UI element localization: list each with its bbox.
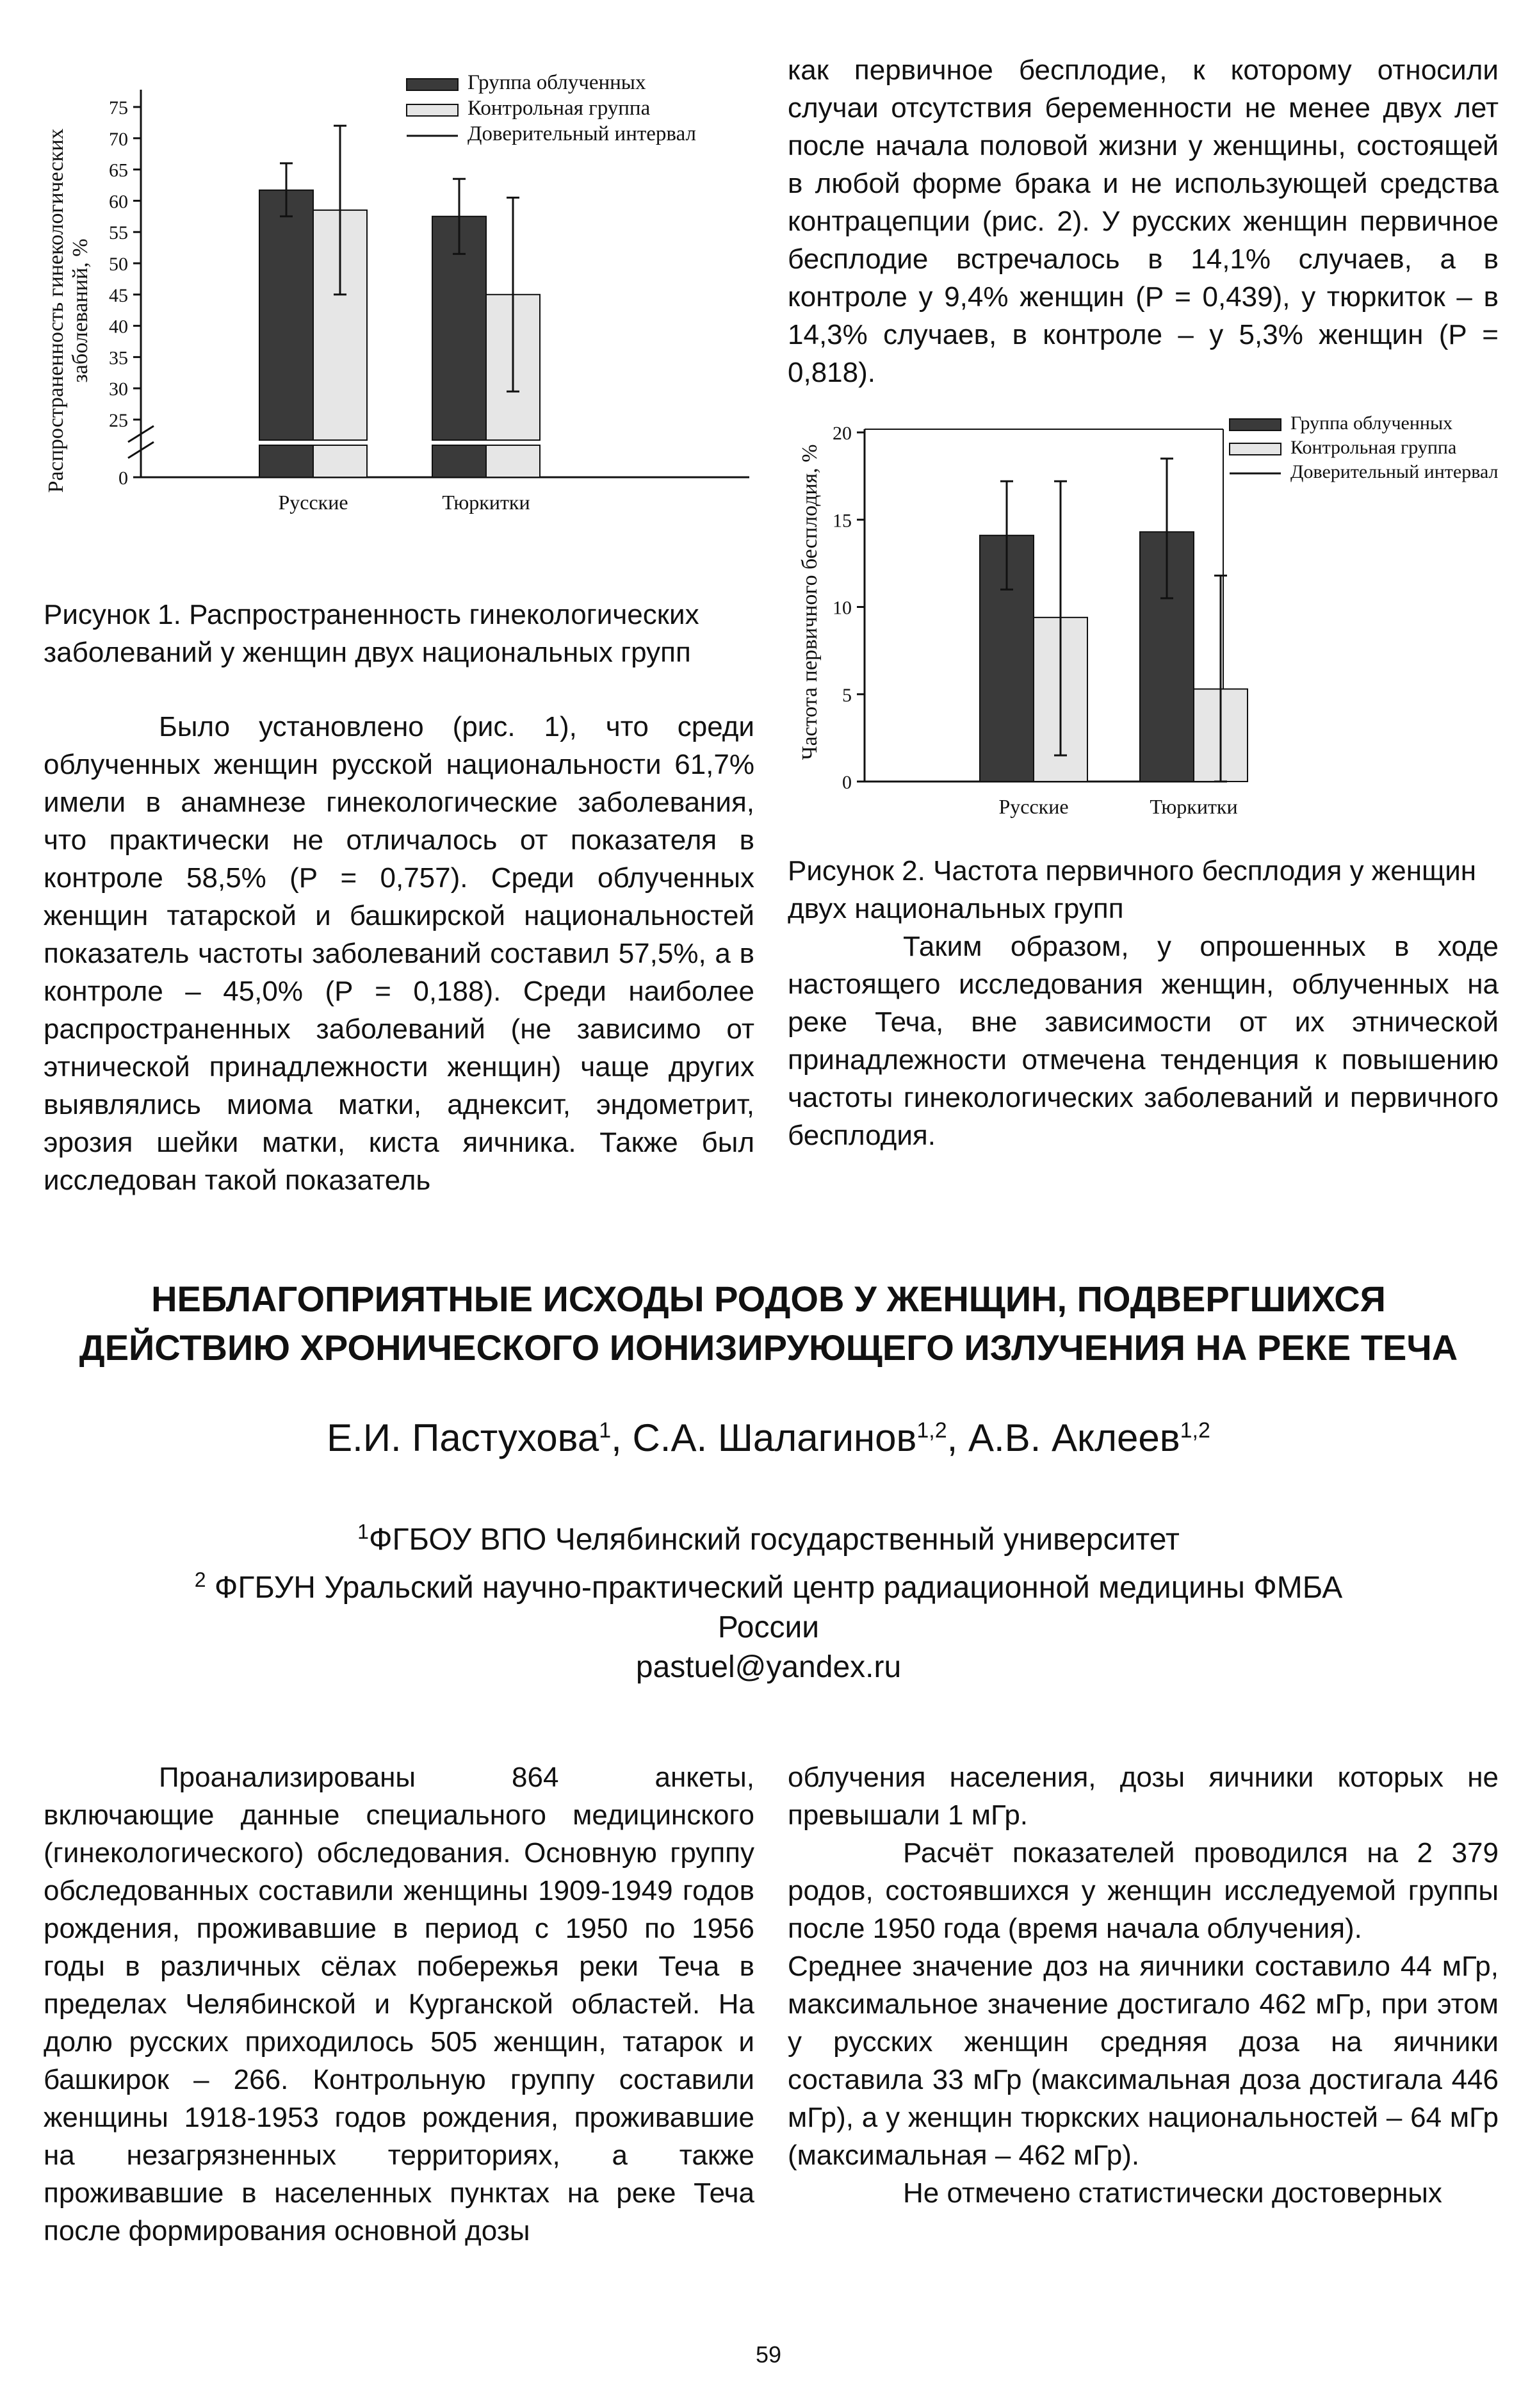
affiliation-2-cont: России — [717, 1610, 820, 1644]
author-3: А.В. Аклеев$^{1,2}$ — [968, 1416, 1210, 1459]
figure-1-caption — [44, 596, 754, 671]
figure-2-caption — [788, 852, 1499, 928]
legend-swatch — [407, 79, 458, 90]
figure-2-chart — [781, 410, 1524, 833]
bar-stub — [432, 445, 486, 477]
article2-title-line2: ДЕЙСТВИЮ ХРОНИЧЕСКОГО ИОНИЗИРУЮЩЕГО ИЗЛУЧЕНИЯ НА РЕКЕ ТЕЧА — [79, 1327, 1458, 1368]
legend-swatch — [1230, 419, 1281, 430]
y-tick-label: 0 — [118, 468, 128, 489]
article2-authors: Е.И. Пастухова$^1$, С.А. Шалагинов$^{1,2}$, А.В. Аклеев$^{1,2}$ — [327, 1416, 1210, 1459]
legend-label: Контрольная группа — [468, 97, 651, 120]
article2-right-paragraph-3: Среднее значение доз на яичники составило 44 мГр, максимальное значение достигало 462 мГр, при этом у русских женщин средняя доза на яичники составила 33 мГр (максимальная доза достигала 446 мГр), а у женщин тюркских национальностей – 64 мГр (максимальная – 462 мГр). — [788, 1951, 1499, 2171]
y-tick-label: 30 — [109, 379, 128, 400]
author-2: С.А. Шалагинов$^{1,2}$ — [632, 1416, 947, 1459]
bar-stub — [313, 445, 367, 477]
article1-right-column — [788, 51, 1499, 391]
y-tick-label: 35 — [109, 347, 128, 369]
y-tick-label: 25 — [109, 410, 128, 431]
y-tick-label: 15 — [833, 510, 852, 532]
article2-title-line1: НЕБЛАГОПРИЯТНЫЕ ИСХОДЫ РОДОВ У ЖЕНЩИН, ПОДВЕРГШИХСЯ — [151, 1279, 1386, 1319]
figure-1-chart — [26, 61, 756, 548]
figure-1-caption-text: Рисунок 1. Распространенность гинекологических заболеваний у женщин двух национальных групп — [44, 599, 699, 668]
figure-1-ylabel-line1: Распространенность гинекологических — [44, 128, 68, 493]
article1-conclusion-column — [788, 928, 1499, 1154]
x-category-label: Тюркитки — [1150, 795, 1238, 818]
figure-1-svg — [26, 61, 756, 548]
y-tick-label: 45 — [109, 284, 128, 306]
article2-right-paragraph-2: Расчёт показателей проводился на 2 379 родов, состоявшихся у женщин исследуемой группы после 1950 года (время начала облучения). — [788, 1837, 1499, 1944]
article1-conclusion: Таким образом, у опрошенных в ходе настоящего исследования женщин, облученных на реке Теча, вне зависимости от их этнической принадлежности отмечена тенденция к повышению частоты гинекологических заболеваний и первичного бесплодия. — [788, 931, 1499, 1151]
y-tick-label: 65 — [109, 160, 128, 181]
figure-2-caption-text: Рисунок 2. Частота первичного бесплодия у женщин двух национальных групп — [788, 855, 1477, 924]
y-tick-label: 60 — [109, 191, 128, 213]
author-1: Е.И. Пастухова$^1$ — [327, 1416, 612, 1459]
y-tick-label: 40 — [109, 316, 128, 338]
article2-right-column — [788, 1758, 1499, 2212]
article2-left-column — [44, 1758, 754, 2250]
article1-left-column — [44, 708, 754, 1199]
figure-1-ylabel — [44, 129, 92, 493]
article2-right-paragraph-1: облучения населения, дозы яичники которых не превышали 1 мГр. — [788, 1762, 1499, 1831]
article1-right-paragraph: как первичное бесплодие, к которому относили случаи отсутствия беременности не менее двух лет после начала половой жизни у женщины, состоящей в любой форме брака и не использующей средства контрацепции (рис. 2). У русских женщин первичное бесплодие встречалось в 14,1% случаев, а в контроле у 9,4% женщин (P = 0,439), у тюркиток – в 14,3% случаев, в контроле – у 5,3% женщин (P = 0,818). — [788, 54, 1499, 388]
author-email: pastuel@yandex.ru — [635, 1650, 902, 1684]
figure-1-ylabel-line2: заболеваний, % — [69, 238, 92, 383]
figure-2-ylabel: Частота первичного бесплодия, % — [798, 444, 822, 760]
page-number: 59 — [755, 2341, 782, 2368]
legend-swatch — [407, 104, 458, 116]
legend — [1230, 413, 1499, 482]
bar-stub — [486, 445, 540, 477]
affiliation-2: $^2$ ФГБУН Уральский научно-практический центр радиационной медицины ФМБА — [194, 1568, 1343, 1605]
article2-title — [0, 1275, 1537, 1372]
article2-affiliations — [0, 1512, 1537, 1687]
legend-label: Группа облученных — [1290, 413, 1453, 434]
x-category-label: Русские — [998, 795, 1069, 818]
x-category-label: Русские — [278, 491, 348, 514]
y-tick-label: 20 — [833, 423, 852, 444]
y-tick-label: 50 — [109, 254, 128, 275]
y-tick-label: 55 — [109, 222, 128, 244]
article2-left-paragraph: Проанализированы 864 анкеты, включающие данные специального медицинского (гинекологического) обследования. Основную группу обследованных составили женщины 1909-1949 годов рождения, проживавшие в период с 1950 по 1956 годы в различных сёлах побережья реки Теча в пределах Челябинской и Курганской областей. На долю русских приходилось 505 женщин, татарок и башкирок – 266. Контрольную группу составили женщины 1918-1953 годов рождения, проживавшие на незагрязненных территориях, а также проживавшие в населенных пунктах на реке Теча после формирования основной дозы — [44, 1762, 754, 2247]
legend-label: Доверительный интервал — [1290, 461, 1499, 482]
y-tick-label: 75 — [109, 97, 128, 119]
legend-label: Контрольная группа — [1290, 437, 1457, 458]
y-tick-label: 5 — [842, 684, 852, 706]
y-tick-label: 10 — [833, 597, 852, 619]
bar-stub — [259, 445, 313, 477]
bar — [259, 190, 313, 440]
y-tick-label: 70 — [109, 128, 128, 150]
legend-label: Доверительный интервал — [468, 122, 696, 145]
figure-2-svg — [781, 410, 1524, 833]
article1-left-paragraph: Было установлено (рис. 1), что среди облученных женщин русской национальности 61,7% имели в анамнезе гинекологические заболевания, что практически не отличалось от показателя в контроле 58,5% (P = 0,757). Среди облученных женщин татарской и башкирской национальностей показатель частоты заболеваний составил 57,5%, а в контроле – 45,0% (P = 0,188). Среди наиболее распространенных заболеваний (не зависимо от этнической принадлежности женщин) чаще других выявлялись миома матки, аднексит, эндометрит, эрозия шейки матки, киста яичника. Также был исследован такой показатель — [44, 711, 754, 1196]
legend-swatch — [1230, 443, 1281, 455]
article2-right-paragraph-4: Не отмечено статистически достоверных — [903, 2177, 1442, 2209]
y-tick-label: 0 — [842, 772, 852, 793]
legend-label: Группа облученных — [468, 71, 646, 94]
x-category-label: Тюркитки — [442, 491, 530, 514]
legend — [407, 71, 696, 145]
affiliation-1: $^1$ФГБОУ ВПО Челябинский государственный университет — [357, 1520, 1180, 1557]
